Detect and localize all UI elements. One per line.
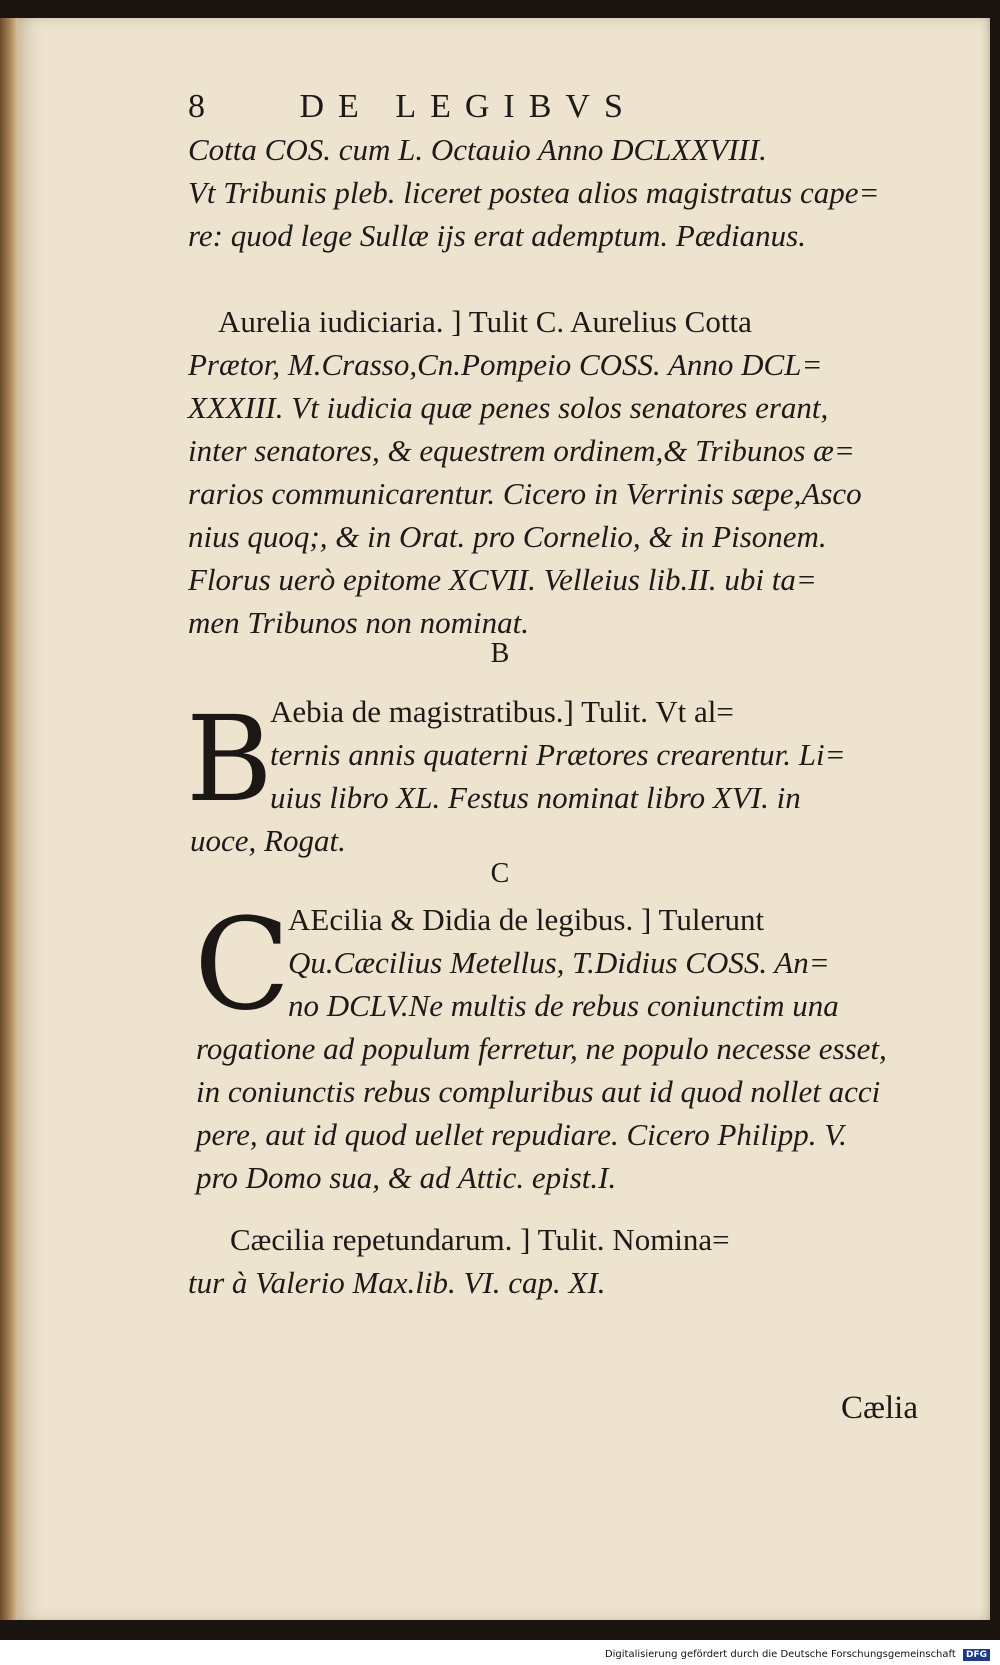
section-caecilia-didia <box>194 891 926 1199</box>
drop-cap-b: B <box>186 690 273 828</box>
credit-text: Digitalisierung gefördert durch die Deutsche Forschungsgemeinschaft <box>604 1649 956 1660</box>
text-line: no DCLV.Ne multis de rebus coniunctim una <box>288 988 839 1023</box>
dfg-logo: DFG <box>963 1649 990 1661</box>
text-line: Qu.Cæcilius Metellus, T.Didius COSS. An= <box>288 945 830 980</box>
text-line: tur à Valerio Max.lib. VI. cap. XI. <box>188 1265 606 1300</box>
letter-heading-b: B <box>490 638 510 669</box>
text-line: uoce, Rogat. <box>190 823 346 858</box>
text-line: uius libro XL. Festus nominat libro XVI. in <box>270 780 801 815</box>
text-line: Florus uerò epitome XCVII. Velleius lib.II. ubi ta= <box>188 562 817 597</box>
folio-number: 8 <box>188 88 205 125</box>
section-baebia <box>190 690 920 862</box>
section-continuation <box>188 128 918 257</box>
text-line: Vt Tribunis pleb. liceret postea alios magistratus cape= <box>188 175 880 210</box>
letter-heading-c: C <box>490 858 510 889</box>
text-line: Cotta COS. cum L. Octauio Anno DCLXXVIII. <box>188 132 767 167</box>
text-line: pere, aut id quod uellet repudiare. Cicero Philipp. V. <box>196 1117 847 1152</box>
text-line: pro Domo sua, & ad Attic. epist.I. <box>196 1160 617 1195</box>
text-line: in coniunctis rebus compluribus aut id quod nollet acci <box>196 1074 881 1109</box>
catchword: Cælia <box>840 1390 918 1426</box>
text-line: XXXIII. Vt iudicia quæ penes solos senatores erant, <box>188 390 829 425</box>
text-line: nius quoq;, & in Orat. pro Cornelio, & in Pisonem. <box>188 519 827 554</box>
text-line: rogatione ad populum ferretur, ne populo necesse esset, <box>196 1031 887 1066</box>
entry-heading-line: Cæcilia repetundarum. ] Tulit. Nomina= <box>230 1222 730 1257</box>
text-line: ternis annis quaterni Prætores crearentur. Li= <box>270 737 846 772</box>
running-title: DE LEGIBVS <box>299 88 637 125</box>
drop-cap-c: C <box>194 891 291 1038</box>
entry-heading-line: Aurelia iudiciaria. ] Tulit C. Aurelius Cotta <box>218 304 752 339</box>
entry-heading-line: AEcilia & Didia de legibus. ] Tulerunt <box>288 902 765 937</box>
section-caecilia-repetundarum <box>188 1218 918 1304</box>
text-line: inter senatores, & equestrem ordinem,& Tribunos æ= <box>188 433 855 468</box>
page-header <box>188 88 637 126</box>
text-line: rarios communicarentur. Cicero in Verrinis sæpe,Asco <box>188 476 862 511</box>
page-binding-edge <box>0 18 18 1620</box>
entry-heading-line: Aebia de magistratibus.] Tulit. Vt al= <box>270 694 734 729</box>
section-aurelia <box>188 300 918 644</box>
text-line: men Tribunos non nominat. <box>188 605 530 640</box>
digitization-credit <box>605 1649 990 1661</box>
text-line: re: quod lege Sullæ ijs erat ademptum. Pædianus. <box>188 218 806 253</box>
text-line: Prætor, M.Crasso,Cn.Pompeio COSS. Anno DCL= <box>188 347 823 382</box>
